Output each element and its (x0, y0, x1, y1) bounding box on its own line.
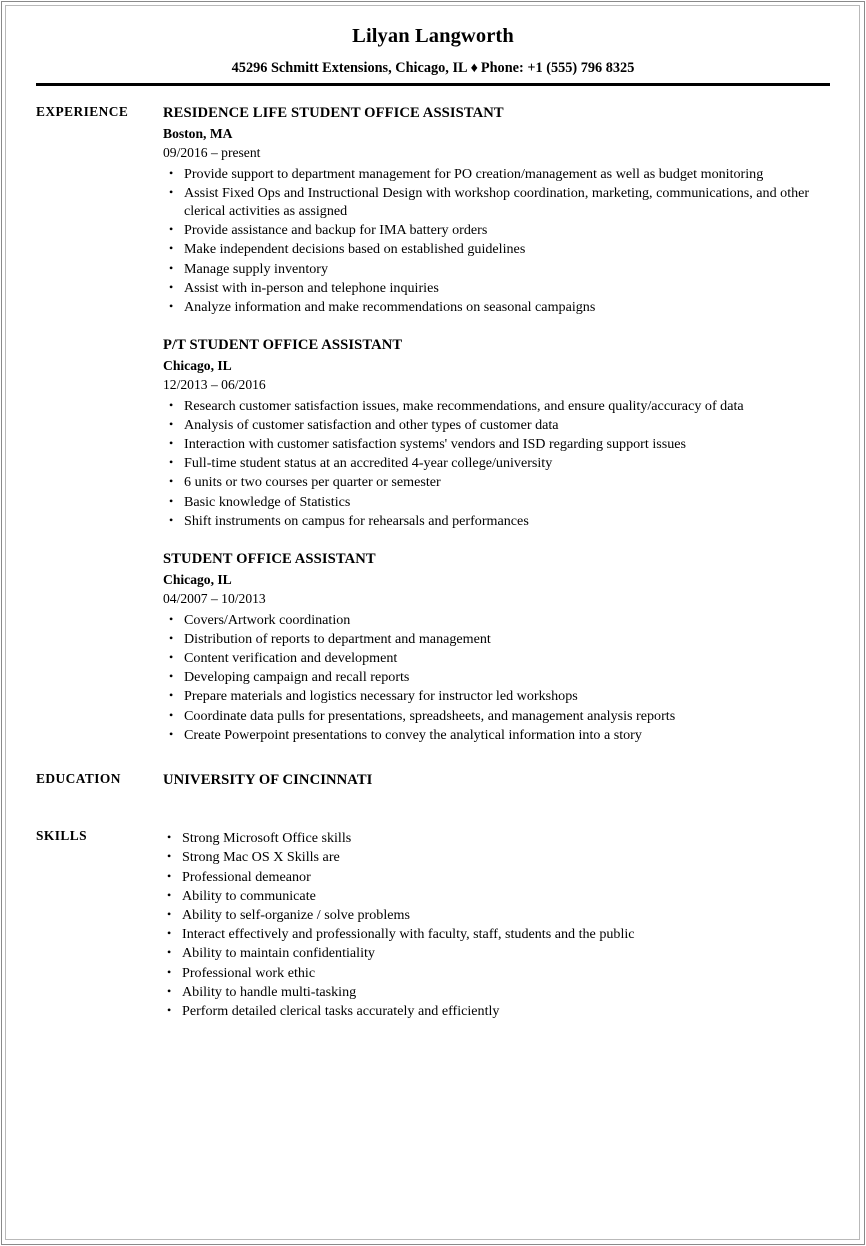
list-item: • Ability to handle multi-tasking (163, 982, 836, 1001)
experience-body (163, 104, 836, 744)
list-item: • Provide support to department management for PO creation/management as well as budget monitoring (163, 164, 836, 183)
education-body (163, 771, 836, 789)
list-item: • Interact effectively and professionally with faculty, staff, students and the public (163, 924, 836, 943)
list-item: • Make independent decisions based on established guidelines (163, 239, 836, 258)
job-title: RESIDENCE LIFE STUDENT OFFICE ASSISTANT (163, 104, 504, 121)
job-responsibility-list (163, 162, 836, 316)
diamond-separator-icon: ♦ (470, 59, 478, 76)
list-item: • Basic knowledge of Statistics (163, 492, 836, 511)
skills-section (0, 789, 866, 1020)
job-dates: 09/2016 – present (163, 145, 261, 161)
section-label-skills: SKILLS (36, 828, 88, 844)
job-location: Boston, MA (163, 126, 233, 142)
list-item: • Assist with in-person and telephone inquiries (163, 278, 836, 297)
section-label-education: EDUCATION (36, 770, 121, 786)
contact-phone: Phone: +1 (555) 796 8325 (480, 59, 635, 76)
list-item: • Prepare materials and logistics necessary for instructor led workshops (163, 686, 836, 705)
skills-body (163, 828, 836, 1020)
job-title: P/T STUDENT OFFICE ASSISTANT (163, 337, 403, 354)
job-responsibility-list (163, 608, 836, 744)
list-item: • Ability to communicate (163, 886, 836, 905)
job-dates: 04/2007 – 10/2013 (163, 591, 266, 607)
list-item: • Ability to self-organize / solve problems (163, 905, 836, 924)
job-entry (163, 530, 836, 744)
list-item: • Full-time student status at an accredited 4-year college/university (163, 453, 836, 472)
list-item: • Analysis of customer satisfaction and other types of customer data (163, 415, 836, 434)
contact-line (0, 48, 866, 76)
list-item: • Shift instruments on campus for rehearsals and performances (163, 511, 836, 530)
list-item: • Manage supply inventory (163, 259, 836, 278)
list-item: • Assist Fixed Ops and Instructional Design with workshop coordination, marketing, communications, and other clerical activities as assigned (163, 183, 836, 220)
list-item: • Provide assistance and backup for IMA battery orders (163, 220, 836, 239)
list-item: • Create Powerpoint presentations to convey the analytical information into a story (163, 725, 836, 744)
list-item: • Interaction with customer satisfaction systems' vendors and ISD regarding support issues (163, 434, 836, 453)
list-item: • Strong Microsoft Office skills (163, 828, 836, 847)
list-item: • Ability to maintain confidentiality (163, 943, 836, 962)
list-item: • Developing campaign and recall reports (163, 667, 836, 686)
job-location: Chicago, IL (163, 572, 232, 588)
job-dates: 12/2013 – 06/2016 (163, 377, 266, 393)
list-item: • Research customer satisfaction issues, make recommendations, and ensure quality/accuracy of data (163, 396, 836, 415)
section-label-experience: EXPERIENCE (36, 103, 129, 119)
list-item: • Strong Mac OS X Skills are (163, 847, 836, 866)
education-section (0, 744, 866, 789)
skills-list (163, 828, 836, 1020)
resume-header (0, 0, 866, 86)
job-entry (163, 104, 836, 316)
list-item: • Coordinate data pulls for presentations, spreadsheets, and management analysis reports (163, 706, 836, 725)
experience-section (0, 86, 866, 744)
list-item: • Perform detailed clerical tasks accurately and efficiently (163, 1001, 836, 1020)
school-name: UNIVERSITY OF CINCINNATI (163, 771, 373, 788)
list-item: • Professional demeanor (163, 867, 836, 886)
list-item: • Distribution of reports to department and management (163, 629, 836, 648)
list-item: • Analyze information and make recommendations on seasonal campaigns (163, 297, 836, 316)
list-item: • Content verification and development (163, 648, 836, 667)
list-item: • Covers/Artwork coordination (163, 610, 836, 629)
job-location: Chicago, IL (163, 358, 232, 374)
list-item: • Professional work ethic (163, 963, 836, 982)
contact-address: 45296 Schmitt Extensions, Chicago, IL (231, 59, 468, 76)
job-responsibility-list (163, 394, 836, 530)
job-entry (163, 316, 836, 530)
job-title: STUDENT OFFICE ASSISTANT (163, 551, 376, 567)
candidate-name: Lilyan Langworth (352, 25, 514, 47)
list-item: • 6 units or two courses per quarter or semester (163, 472, 836, 491)
